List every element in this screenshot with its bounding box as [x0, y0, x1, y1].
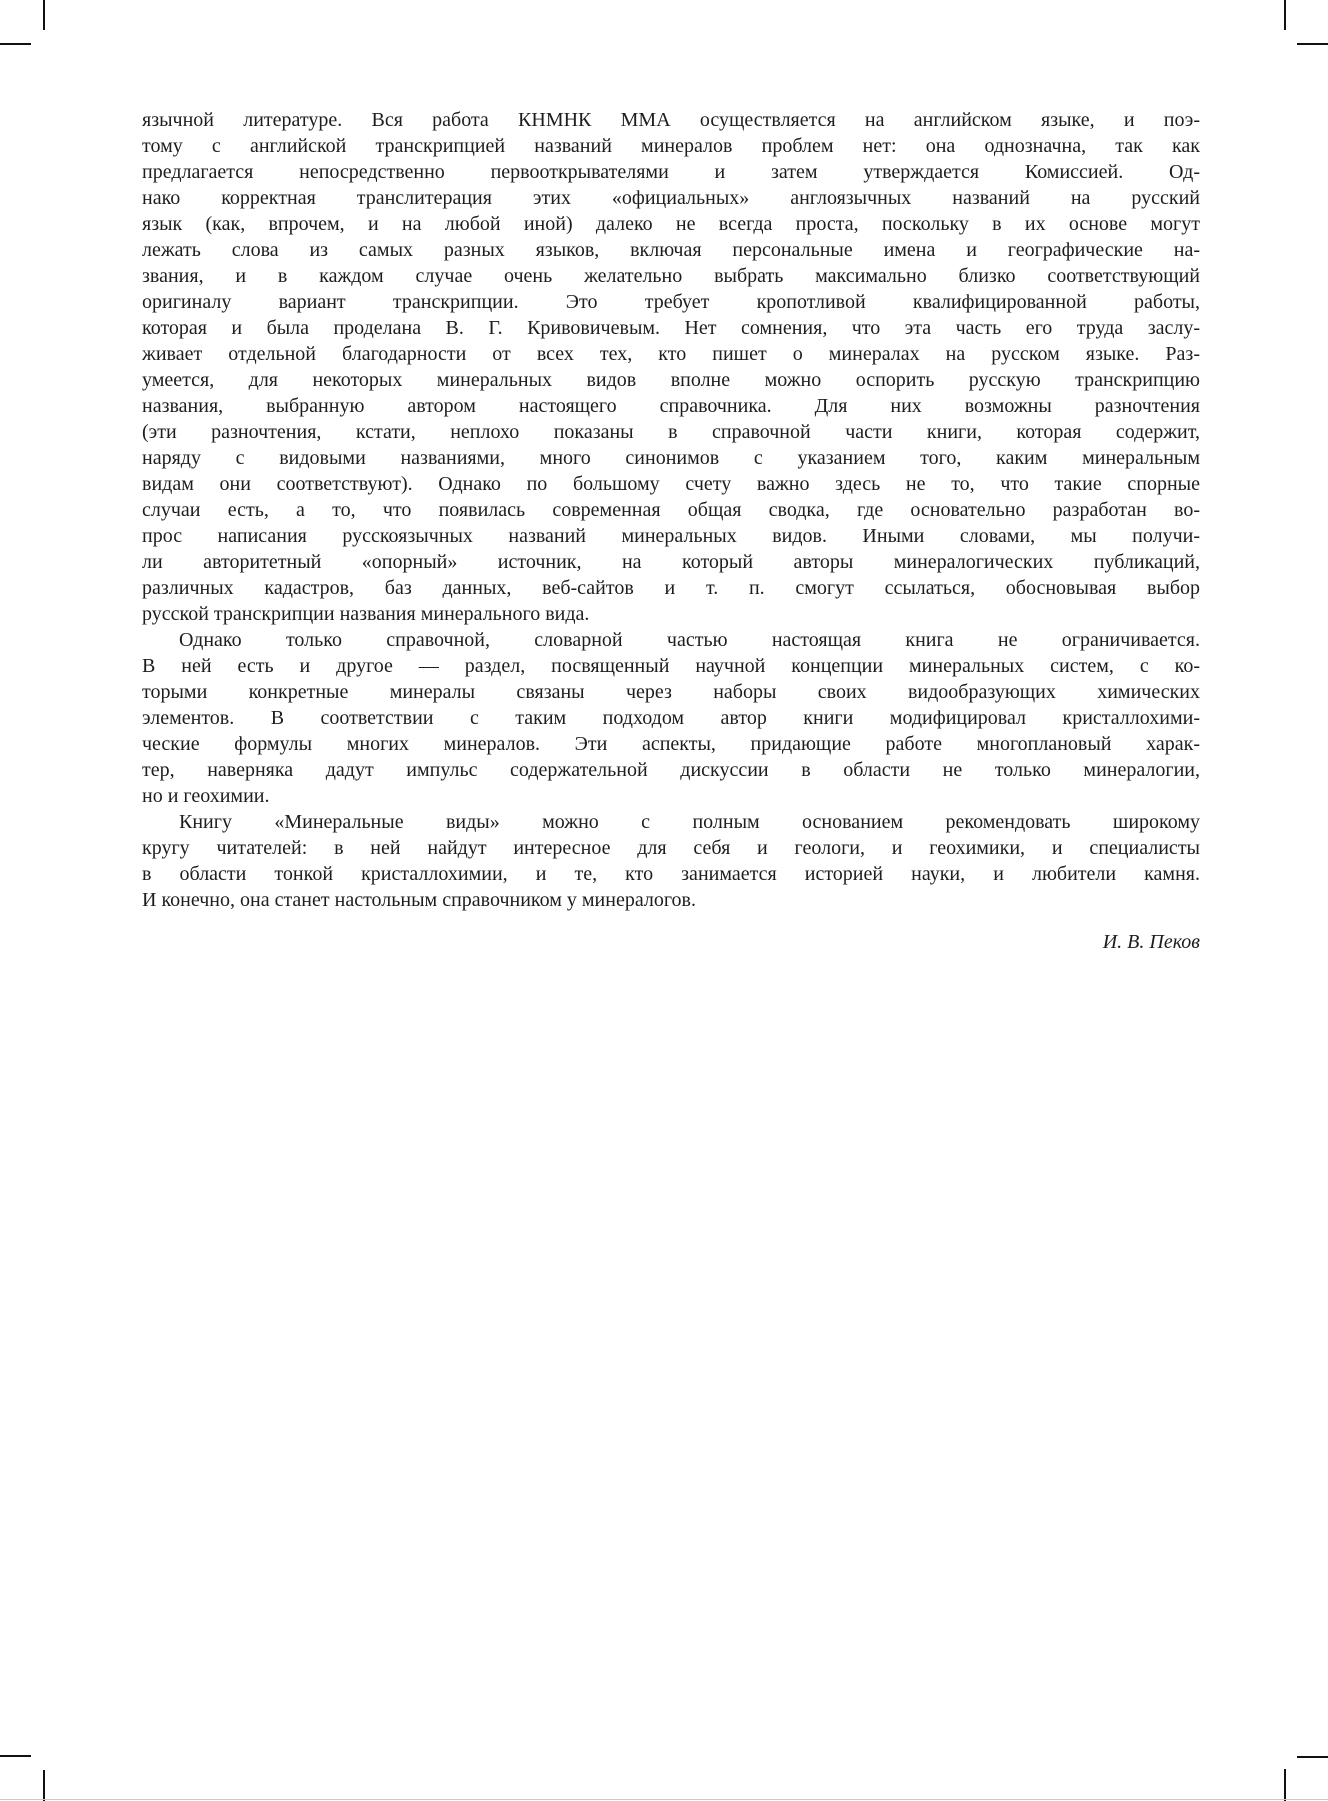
text-line: торыми конкретные минералы связаны через наборы своих видообразующих химических	[142, 681, 1200, 703]
text-line: предлагается непосредственно первооткрывателями и затем утверждается Комиссией. Од-	[142, 161, 1200, 183]
text-line: ли авторитетный «опорный» источник, на который авторы минералогических публикаций,	[142, 551, 1200, 573]
text-line: тому с английской транскрипцией названий минералов проблем нет: она однозначна, так как	[142, 135, 1200, 157]
text-line: лежать слова из самых разных языков, включая персональные имена и географические на-	[142, 239, 1200, 261]
text-line: названия, выбранную автором настоящего справочника. Для них возможны разночтения	[142, 395, 1200, 417]
text-line: умеется, для некоторых минеральных видов вполне можно оспорить русскую транскрипцию	[142, 369, 1200, 391]
text-line: наряду с видовыми названиями, много синонимов с указанием того, каким минеральным	[142, 447, 1200, 469]
text-line: но и геохимии.	[142, 785, 270, 807]
text-block	[142, 107, 1200, 913]
text-line: оригиналу вариант транскрипции. Это требует кропотливой квалифицированной работы,	[142, 291, 1200, 313]
text-line: прос написания русскоязычных названий минеральных видов. Иными словами, мы получи-	[142, 525, 1200, 547]
text-line: И конечно, она станет настольным справочником у минералогов.	[142, 889, 697, 911]
text-line: видам они соответствуют). Однако по большому счету важно здесь не то, что такие спорные	[142, 473, 1200, 495]
text-line: кругу читателей: в ней найдут интересное для себя и геологи, и геохимики, и специалисты	[142, 837, 1200, 859]
paragraph	[142, 107, 1200, 627]
crop-mark-top-right-vertical	[1284, 0, 1286, 30]
text-line: (эти разночтения, кстати, неплохо показаны в справочной части книги, которая содержит,	[142, 421, 1200, 443]
text-line: Книгу «Минеральные виды» можно с полным основанием рекомендовать широкому	[179, 811, 1200, 833]
text-line: живает отдельной благодарности от всех тех, кто пишет о минералах на русском языке. Раз-	[142, 343, 1200, 365]
crop-mark-bottom-left-horizontal	[0, 1755, 31, 1757]
text-line: Однако только справочной, словарной частью настоящая книга не ограничивается.	[179, 629, 1200, 651]
crop-mark-bottom-right-vertical	[1284, 1769, 1286, 1801]
crop-mark-bottom-left-vertical	[43, 1770, 45, 1801]
text-line: которая и была проделана В. Г. Кривовичевым. Нет сомнения, что эта часть его труда заслу-	[142, 317, 1200, 339]
author-signature: И. В. Пеков	[1102, 931, 1200, 953]
page-bottom-edge-line	[0, 1799, 1328, 1800]
crop-mark-top-left-vertical	[43, 0, 45, 30]
text-line: ческие формулы многих минералов. Эти аспекты, придающие работе многоплановый харак-	[142, 733, 1200, 755]
paragraph	[142, 809, 1200, 913]
text-line: В ней есть и другое — раздел, посвященный научной концепции минеральных систем, с ко-	[142, 655, 1200, 677]
crop-mark-top-right-horizontal	[1297, 43, 1328, 45]
paragraph	[142, 627, 1200, 809]
text-line: нако корректная транслитерация этих «официальных» англоязычных названий на русский	[142, 187, 1200, 209]
text-line: звания, и в каждом случае очень желательно выбрать максимально близко соответствующий	[142, 265, 1200, 287]
text-line: язычной литературе. Вся работа КНМНК ММА осуществляется на английском языке, и поэ-	[142, 109, 1200, 131]
text-line: элементов. В соответствии с таким подходом автор книги модифицировал кристаллохими-	[142, 707, 1200, 729]
text-line: язык (как, впрочем, и на любой иной) далеко не всегда проста, поскольку в их основе могут	[142, 213, 1200, 235]
text-line: различных кадастров, баз данных, веб-сайтов и т. п. смогут ссылаться, обосновывая выбор	[142, 577, 1200, 599]
text-line: тер, наверняка дадут импульс содержательной дискуссии в области не только минералогии,	[142, 759, 1200, 781]
crop-mark-bottom-right-horizontal	[1297, 1756, 1328, 1758]
text-line: в области тонкой кристаллохимии, и те, кто занимается историей науки, и любители камня.	[142, 863, 1200, 885]
crop-mark-top-left-horizontal	[0, 43, 31, 45]
text-line: русской транскрипции названия минерального вида.	[142, 603, 590, 625]
text-line: случаи есть, а то, что появилась современная общая сводка, где основательно разработан во-	[142, 499, 1200, 521]
